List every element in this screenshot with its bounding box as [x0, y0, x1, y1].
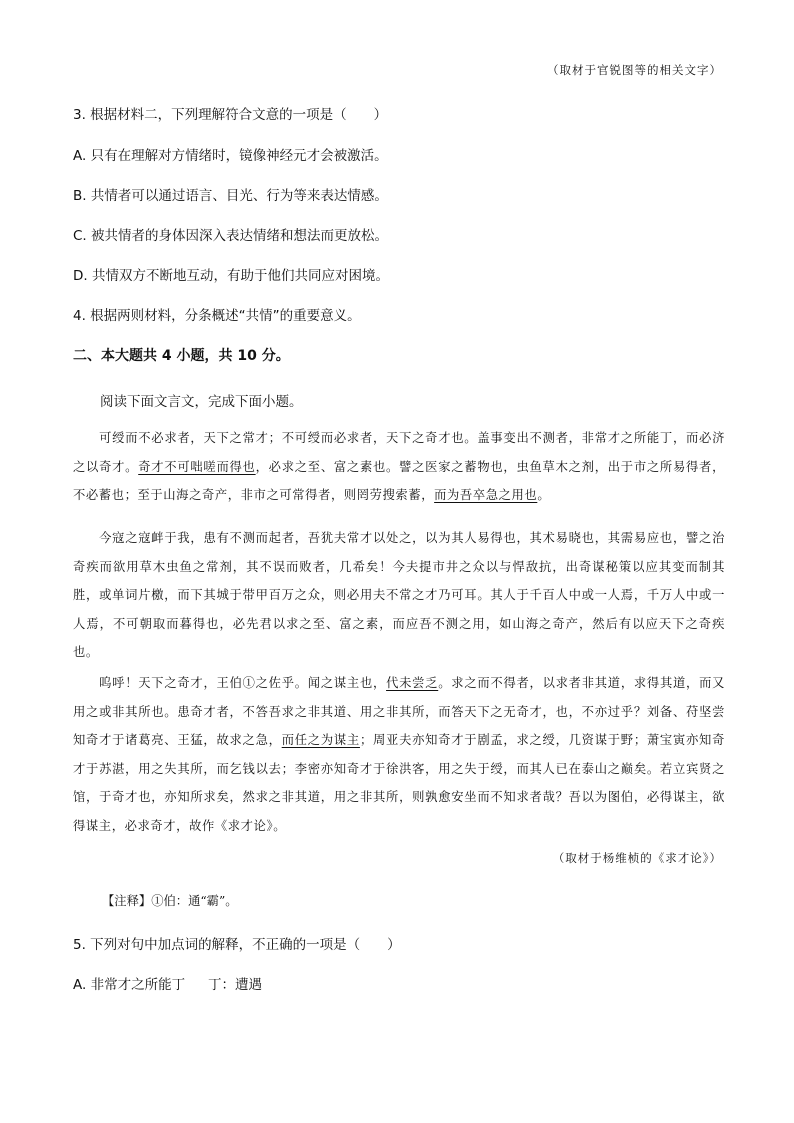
question-3-stem: 3. 根据材料二，下列理解符合文意的一项是（ ）	[73, 107, 388, 123]
reading-instruction: 阅读下面文言文，完成下面小题。	[100, 394, 303, 410]
question-5-stem: 5. 下列对句中加点词的解释，不正确的一项是（ ）	[73, 937, 401, 953]
question-4-stem: 4. 根据两则材料，分条概述“共情”的重要意义。	[73, 308, 361, 324]
underlined-phrase-4: 而任之为谋主	[281, 733, 360, 747]
underlined-phrase-3: 代未尝乏	[386, 676, 439, 690]
question-3-option-c: C. 被共情者的身体因深入表达情绪和想法而更放松。	[73, 228, 389, 244]
question-3-option-a: A. 只有在理解对方情绪时，镜像神经元才会被激活。	[73, 148, 388, 164]
underlined-sentence-2: 而为吾卒急之用也	[434, 488, 538, 502]
passage-paragraph-1: 可绶而不必求者，天下之常才；不可绶而必求者，天下之奇才也。盖事变出不测者，非常才之所能丁，而必济之以奇才。奇才不可咄嗟而得也，必求之至、富之素也。譬之医家之蓄物也，虫鱼草木之剂，出于市之所易得者，不必蓄也；至于山海之奇产，非市之可常得者，则罔劳搜索蓄，而为吾卒急之用也。	[73, 431, 725, 502]
passage-paragraph-2: 今寇之寇衅于我，患有不测而起者，吾犹夫常才以处之，以为其人易得也，其术易晓也，其需易应也，譬之治奇疾而欲用草木虫鱼之常剂，其不误而败者，几希矣！今夫提市井之众以与悍敌抗，出奇谋秘策以应其变而制其胜，或单词片檄，而下其城于带甲百万之众，则必用夫不常之才乃可耳。其人于千百人中或一人焉，千万人中或一人焉，不可朝取而暮得也，必先君以求之至、富之素，而应吾不测之用，如山海之奇产，然后有以应天下之奇疾也。	[73, 531, 725, 659]
option-a-phrase: A. 非常才之所能丁	[73, 977, 186, 993]
underlined-sentence-1: 奇才不可咄嗟而得也	[138, 459, 256, 474]
source-citation-top: （取材于官锐图等的相关文字）	[547, 63, 722, 77]
passage-paragraph-3: 呜呼！天下之奇才，王伯①之佐乎。闻之谋主也，代未尝乏。求之而不得者，以求者非其道，求得其道，而又用之或非其所也。患奇才者，不答吾求之非其道、用之非其所，而答天下之无奇才，也，不亦过乎？刘备、苻坚尝知奇才于诸葛亮、王猛，故求之急，而任之为谋主；周亚夫亦知奇才于剧孟，求之绶，几资谋于野；萧宝寅亦知奇才于苏湛，用之失其所，而乞钱以去；李密亦知奇才于徐洪客，用之失于绶，而其人已在泰山之巅矣。若立宾贤之馆，于奇才也，亦知所求矣，然求之非其道，用之非其所，则孰愈安坐而不知求者哉？吾以为图伯，必得谋主，欲得谋主，必求奇才，故作《求才论》。	[73, 676, 726, 833]
annotation-note: 【注释】①伯：通“霸”。	[102, 894, 238, 908]
source-citation-bottom: （取材于杨维桢的《求才论》）	[552, 851, 722, 865]
question-3-option-b: B. 共情者可以通过语言、目光、行为等来表达情感。	[73, 188, 388, 204]
question-3-option-d: D. 共情双方不断地互动，有助于他们共同应对困境。	[73, 268, 389, 284]
section-title: 二、本大题共 4 小题，共 10 分。	[73, 348, 290, 364]
question-5-option-a	[73, 973, 262, 993]
option-a-gloss: 丁：遭遇	[208, 977, 262, 993]
